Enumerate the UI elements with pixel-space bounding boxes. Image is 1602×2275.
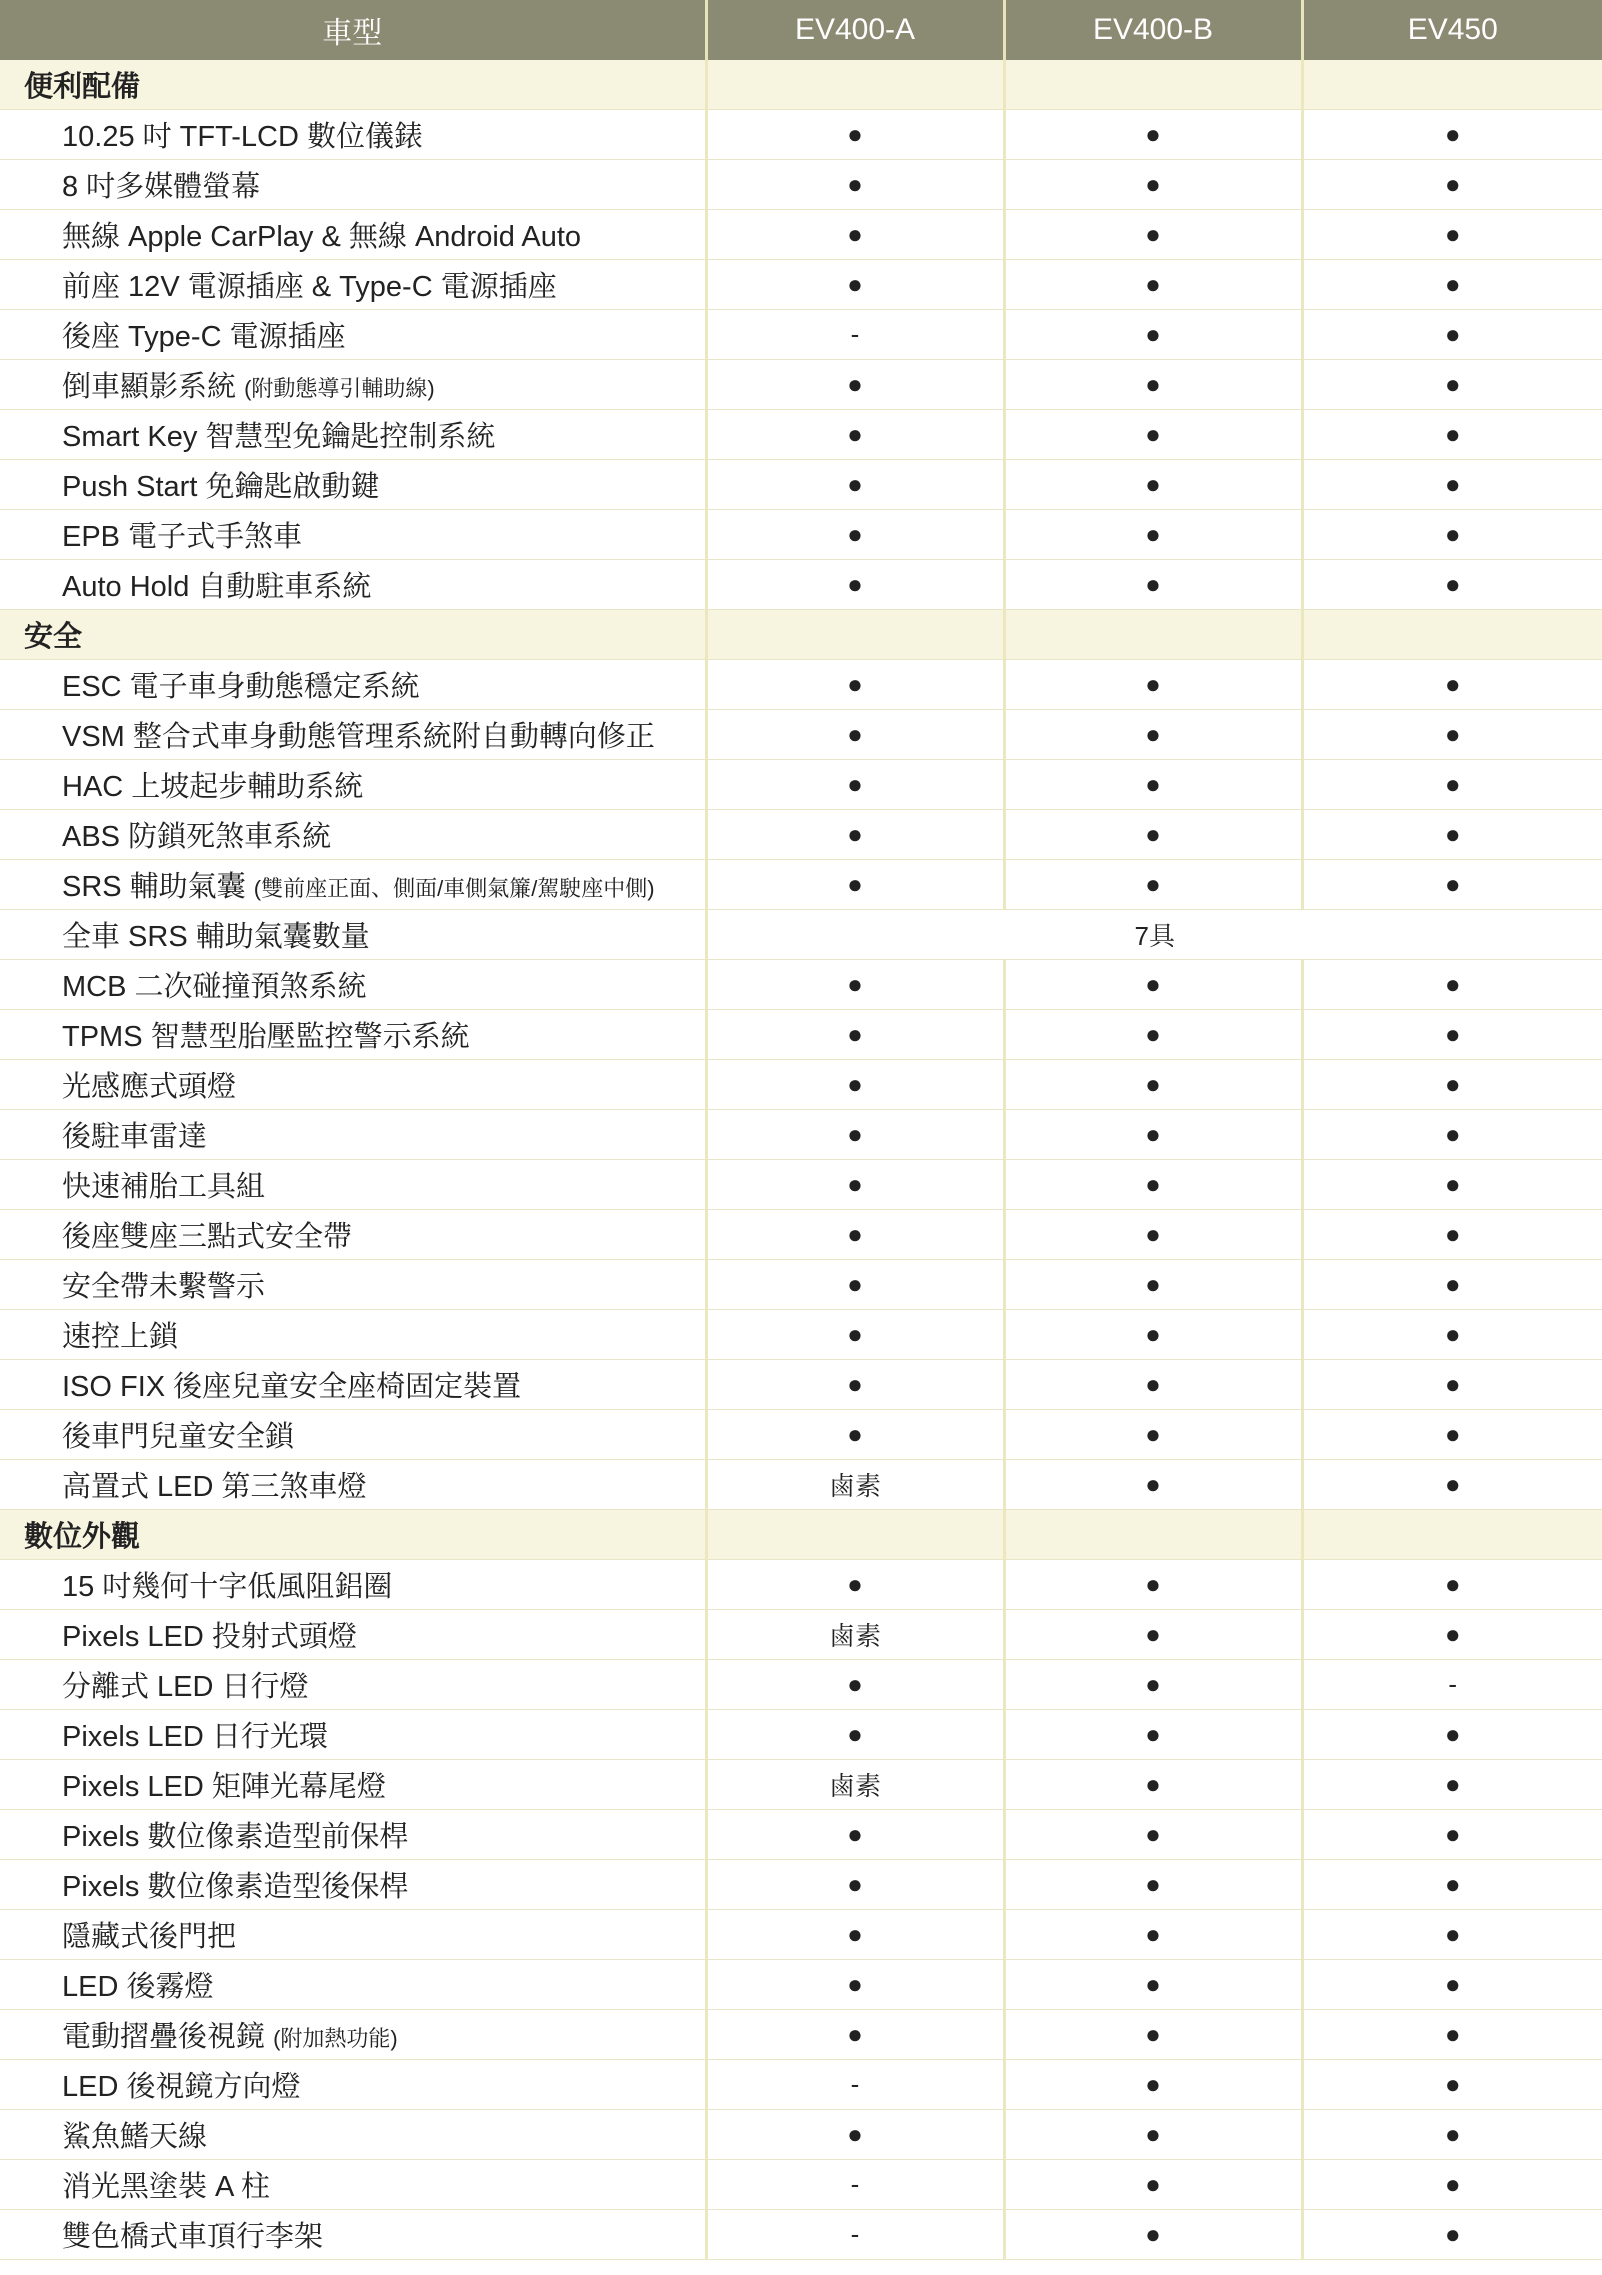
value-cell: ● [1302, 2160, 1602, 2210]
table-row [0, 1610, 1602, 1660]
feature-cell [0, 2110, 706, 2160]
value-cell: ● [1004, 510, 1302, 560]
value-cell: ● [1004, 2160, 1302, 2210]
table-row [0, 510, 1602, 560]
table-row [0, 1010, 1602, 1060]
value-cell: ● [1004, 410, 1302, 460]
feature-label: 後座雙座三點式安全帶 [62, 1221, 353, 1253]
feature-cell [0, 1760, 706, 1810]
model-header-ev450: EV450 [1302, 0, 1602, 60]
value-cell: - [706, 2060, 1004, 2110]
section-title: 便利配備 [0, 60, 706, 110]
feature-label: MCB 二次碰撞預煞系統 [62, 971, 367, 1003]
value-cell: ● [1004, 1810, 1302, 1860]
value-cell: ● [1004, 1260, 1302, 1310]
table-row [0, 1260, 1602, 1310]
value-cell: ● [706, 1410, 1004, 1460]
value-cell: ● [1302, 660, 1602, 710]
table-row [0, 360, 1602, 410]
feature-cell [0, 1160, 706, 1210]
feature-cell [0, 1460, 706, 1510]
table-row [0, 710, 1602, 760]
section-filler-cell [1302, 1510, 1602, 1560]
section-filler-cell [1004, 610, 1302, 660]
table-row [0, 1660, 1602, 1710]
value-cell: ● [706, 810, 1004, 860]
feature-label: ESC 電子車身動態穩定系統 [62, 671, 420, 703]
table-row [0, 260, 1602, 310]
table-row [0, 860, 1602, 910]
value-cell: ● [1302, 510, 1602, 560]
value-cell: ● [706, 460, 1004, 510]
value-cell: ● [706, 1360, 1004, 1410]
value-cell: ● [1004, 1860, 1302, 1910]
value-cell: ● [1302, 1310, 1602, 1360]
feature-cell [0, 1660, 706, 1710]
section-filler-cell [706, 1510, 1004, 1560]
feature-cell [0, 1260, 706, 1310]
value-cell: ● [1004, 1560, 1302, 1610]
value-cell: ● [1302, 1210, 1602, 1260]
value-cell: ● [706, 1010, 1004, 1060]
table-row [0, 2010, 1602, 2060]
value-cell: ● [706, 1110, 1004, 1160]
header-row [0, 0, 1602, 60]
feature-label: Auto Hold 自動駐車系統 [62, 571, 372, 603]
value-cell: ● [1004, 2060, 1302, 2110]
feature-note: (附加熱功能) [273, 2026, 398, 2051]
feature-cell [0, 1860, 706, 1910]
feature-label: 全車 SRS 輔助氣囊數量 [62, 921, 370, 953]
value-cell: ● [1004, 1960, 1302, 2010]
value-cell: ● [1302, 1010, 1602, 1060]
value-cell: ● [706, 1210, 1004, 1260]
value-cell: ● [1302, 2110, 1602, 2160]
feature-cell [0, 560, 706, 610]
section-filler-cell [706, 60, 1004, 110]
value-cell: 鹵素 [706, 1610, 1004, 1660]
feature-label: TPMS 智慧型胎壓監控警示系統 [62, 1021, 470, 1053]
feature-cell [0, 2010, 706, 2060]
value-cell: ● [706, 1160, 1004, 1210]
table-row [0, 1410, 1602, 1460]
table-row [0, 910, 1602, 960]
value-cell: ● [706, 1560, 1004, 1610]
feature-cell [0, 660, 706, 710]
feature-cell [0, 1360, 706, 1410]
value-cell: ● [1302, 1710, 1602, 1760]
value-cell: ● [1302, 1860, 1602, 1910]
value-cell: ● [1302, 860, 1602, 910]
value-cell: ● [706, 710, 1004, 760]
table-row [0, 1060, 1602, 1110]
value-cell: ● [1004, 660, 1302, 710]
value-cell: ● [706, 660, 1004, 710]
value-cell: ● [1302, 360, 1602, 410]
feature-label: Pixels LED 矩陣光幕尾燈 [62, 1771, 386, 1803]
table-row [0, 1160, 1602, 1210]
table-row [0, 410, 1602, 460]
value-cell: ● [1302, 1760, 1602, 1810]
value-cell: 鹵素 [706, 1460, 1004, 1510]
section-filler-cell [1302, 610, 1602, 660]
value-cell: ● [706, 2010, 1004, 2060]
feature-label: HAC 上坡起步輔助系統 [62, 771, 364, 803]
table-row [0, 1860, 1602, 1910]
value-cell: ● [1302, 1610, 1602, 1660]
section-filler-cell [706, 610, 1004, 660]
value-cell: ● [1302, 1110, 1602, 1160]
feature-cell [0, 160, 706, 210]
value-cell: ● [706, 1910, 1004, 1960]
feature-label: 8 吋多媒體螢幕 [62, 171, 261, 203]
feature-label: EPB 電子式手煞車 [62, 521, 303, 553]
table-row [0, 1110, 1602, 1160]
value-cell: ● [1004, 810, 1302, 860]
model-header-ev400b: EV400-B [1004, 0, 1302, 60]
feature-note: (附動態導引輔助線) [244, 376, 435, 401]
value-cell: ● [1302, 2210, 1602, 2260]
value-cell: ● [706, 960, 1004, 1010]
value-cell: ● [1004, 1010, 1302, 1060]
table-row [0, 2160, 1602, 2210]
table-row [0, 560, 1602, 610]
value-cell: ● [706, 110, 1004, 160]
feature-cell [0, 760, 706, 810]
feature-cell [0, 210, 706, 260]
value-cell: ● [1302, 1560, 1602, 1610]
value-cell: ● [1004, 560, 1302, 610]
value-cell: ● [706, 2110, 1004, 2160]
feature-label: 速控上鎖 [62, 1321, 179, 1353]
section-filler-cell [1302, 60, 1602, 110]
value-cell: - [706, 2210, 1004, 2260]
table-row [0, 1310, 1602, 1360]
table-row [0, 810, 1602, 860]
section-title: 數位外觀 [0, 1510, 706, 1560]
feature-cell [0, 510, 706, 560]
table-row [0, 2210, 1602, 2260]
feature-label: 分離式 LED 日行燈 [62, 1671, 309, 1703]
value-cell: ● [706, 260, 1004, 310]
value-cell: ● [1302, 760, 1602, 810]
value-cell: ● [706, 1310, 1004, 1360]
feature-label: 15 吋幾何十字低風阻鋁圈 [62, 1571, 393, 1603]
value-cell: ● [1004, 160, 1302, 210]
feature-label: Pixels 數位像素造型前保桿 [62, 1821, 409, 1853]
value-cell: ● [706, 1060, 1004, 1110]
value-cell: ● [1004, 360, 1302, 410]
value-cell: ● [706, 160, 1004, 210]
value-cell: ● [1004, 1310, 1302, 1360]
table-row [0, 1460, 1602, 1510]
feature-cell [0, 2160, 706, 2210]
value-cell: ● [1004, 1660, 1302, 1710]
table-row [0, 2110, 1602, 2160]
value-cell: ● [1302, 1410, 1602, 1460]
value-cell: ● [1004, 110, 1302, 160]
value-cell: ● [1302, 460, 1602, 510]
spec-body [0, 60, 1602, 2260]
value-cell: ● [1004, 1060, 1302, 1110]
table-row [0, 1560, 1602, 1610]
feature-label: 快速補胎工具組 [62, 1171, 266, 1203]
feature-cell [0, 360, 706, 410]
section-filler-cell [1004, 1510, 1302, 1560]
value-cell: ● [1004, 1210, 1302, 1260]
value-cell: ● [1004, 1410, 1302, 1460]
value-cell: ● [1004, 960, 1302, 1010]
value-cell: ● [1302, 410, 1602, 460]
feature-label: 安全帶未繫警示 [62, 1271, 266, 1303]
feature-cell [0, 460, 706, 510]
value-cell: ● [706, 360, 1004, 410]
value-cell: ● [1302, 1060, 1602, 1110]
value-cell: ● [1302, 1460, 1602, 1510]
feature-cell [0, 1910, 706, 1960]
feature-label: LED 後視鏡方向燈 [62, 2071, 301, 2103]
section-row [0, 60, 1602, 110]
feature-label: ABS 防鎖死煞車系統 [62, 821, 332, 853]
value-cell: ● [1004, 2010, 1302, 2060]
feature-cell [0, 410, 706, 460]
value-cell: ● [1302, 810, 1602, 860]
value-cell: ● [706, 1710, 1004, 1760]
feature-cell [0, 910, 706, 960]
feature-cell [0, 310, 706, 360]
value-cell: ● [1004, 1760, 1302, 1810]
value-cell: ● [1302, 260, 1602, 310]
section-row [0, 610, 1602, 660]
feature-label: Smart Key 智慧型免鑰匙控制系統 [62, 421, 496, 453]
value-cell: - [706, 2160, 1004, 2210]
feature-cell [0, 110, 706, 160]
value-cell: ● [1302, 1260, 1602, 1310]
feature-cell [0, 960, 706, 1010]
value-cell: ● [706, 1810, 1004, 1860]
feature-cell [0, 1610, 706, 1660]
feature-label: 高置式 LED 第三煞車燈 [62, 1471, 367, 1503]
feature-cell [0, 810, 706, 860]
table-row [0, 1710, 1602, 1760]
value-cell: ● [1004, 2210, 1302, 2260]
feature-label: 後駐車雷達 [62, 1121, 208, 1153]
feature-label: 消光黑塗裝 A 柱 [62, 2171, 270, 2203]
feature-label: 前座 12V 電源插座 & Type-C 電源插座 [62, 271, 557, 303]
model-header-ev400a: EV400-A [706, 0, 1004, 60]
value-cell: ● [706, 1960, 1004, 2010]
value-cell: - [706, 310, 1004, 360]
feature-label: 無線 Apple CarPlay & 無線 Android Auto [62, 221, 582, 253]
table-row [0, 760, 1602, 810]
table-row [0, 310, 1602, 360]
table-row [0, 110, 1602, 160]
table-row [0, 2060, 1602, 2110]
feature-cell [0, 1410, 706, 1460]
value-cell: ● [1302, 710, 1602, 760]
feature-label: Pixels 數位像素造型後保桿 [62, 1871, 409, 1903]
value-cell: ● [1004, 2110, 1302, 2160]
feature-cell [0, 1060, 706, 1110]
value-cell: ● [1004, 1910, 1302, 1960]
value-cell: ● [706, 410, 1004, 460]
feature-cell [0, 1810, 706, 1860]
table-row [0, 160, 1602, 210]
value-cell: ● [1302, 160, 1602, 210]
table-row [0, 1810, 1602, 1860]
feature-label: 10.25 吋 TFT-LCD 數位儀錶 [62, 121, 423, 153]
feature-cell [0, 2060, 706, 2110]
feature-cell [0, 1710, 706, 1760]
value-cell: ● [1302, 2010, 1602, 2060]
value-cell: ● [1302, 110, 1602, 160]
value-cell: ● [1004, 710, 1302, 760]
value-cell: ● [1302, 310, 1602, 360]
value-cell: ● [1004, 1160, 1302, 1210]
feature-cell [0, 1310, 706, 1360]
table-row [0, 1210, 1602, 1260]
feature-cell [0, 260, 706, 310]
feature-cell [0, 1560, 706, 1610]
value-cell: ● [1302, 1160, 1602, 1210]
section-filler-cell [1004, 60, 1302, 110]
value-cell: ● [1004, 1710, 1302, 1760]
value-cell: ● [1004, 1610, 1302, 1660]
table-row [0, 1360, 1602, 1410]
feature-label: VSM 整合式車身動態管理系統附自動轉向修正 [62, 721, 655, 753]
feature-label: 倒車顯影系統 [62, 371, 237, 403]
table-row [0, 1760, 1602, 1810]
value-cell: ● [1004, 310, 1302, 360]
value-cell: ● [1004, 260, 1302, 310]
value-cell: ● [706, 1860, 1004, 1910]
section-title: 安全 [0, 610, 706, 660]
feature-label: Pixels LED 投射式頭燈 [62, 1621, 357, 1653]
table-row [0, 1910, 1602, 1960]
merged-value-cell: 7具 [706, 910, 1602, 960]
feature-cell [0, 1210, 706, 1260]
value-cell: - [1302, 1660, 1602, 1710]
value-cell: ● [1004, 1110, 1302, 1160]
value-cell: ● [1302, 1810, 1602, 1860]
table-row [0, 1960, 1602, 2010]
table-row [0, 660, 1602, 710]
feature-label: ISO FIX 後座兒童安全座椅固定裝置 [62, 1371, 522, 1403]
value-cell: ● [706, 860, 1004, 910]
value-cell: ● [1004, 860, 1302, 910]
value-cell: ● [706, 210, 1004, 260]
model-header-label: 車型 [0, 0, 706, 60]
value-cell: ● [1004, 760, 1302, 810]
feature-cell [0, 860, 706, 910]
feature-label: Push Start 免鑰匙啟動鍵 [62, 471, 380, 503]
feature-label: 光感應式頭燈 [62, 1071, 237, 1103]
feature-label: LED 後霧燈 [62, 1971, 214, 2003]
feature-cell [0, 1960, 706, 2010]
feature-cell [0, 1110, 706, 1160]
value-cell: ● [1302, 560, 1602, 610]
table-row [0, 460, 1602, 510]
value-cell: ● [1004, 210, 1302, 260]
value-cell: ● [1302, 2060, 1602, 2110]
feature-label: Pixels LED 日行光環 [62, 1721, 328, 1753]
feature-label: 後座 Type-C 電源插座 [62, 321, 346, 353]
feature-cell [0, 710, 706, 760]
feature-note: (雙前座正面、側面/車側氣簾/駕駛座中側) [253, 876, 655, 901]
feature-cell [0, 2210, 706, 2260]
table-row [0, 210, 1602, 260]
value-cell: 鹵素 [706, 1760, 1004, 1810]
value-cell: ● [1004, 1360, 1302, 1410]
value-cell: ● [1302, 1960, 1602, 2010]
feature-label: 電動摺疊後視鏡 [62, 2021, 266, 2053]
value-cell: ● [706, 1260, 1004, 1310]
value-cell: ● [1004, 460, 1302, 510]
value-cell: ● [706, 760, 1004, 810]
feature-label: 雙色橋式車頂行李架 [62, 2221, 324, 2253]
feature-label: SRS 輔助氣囊 [62, 871, 246, 903]
value-cell: ● [1302, 960, 1602, 1010]
table-row [0, 960, 1602, 1010]
feature-cell [0, 1010, 706, 1060]
feature-label: 隱藏式後門把 [62, 1921, 237, 1953]
value-cell: ● [706, 1660, 1004, 1710]
value-cell: ● [1004, 1460, 1302, 1510]
value-cell: ● [706, 560, 1004, 610]
value-cell: ● [1302, 1910, 1602, 1960]
value-cell: ● [1302, 1360, 1602, 1410]
value-cell: ● [706, 510, 1004, 560]
feature-label: 後車門兒童安全鎖 [62, 1421, 295, 1453]
value-cell: ● [1302, 210, 1602, 260]
feature-label: 鯊魚鰭天線 [62, 2121, 208, 2153]
section-row [0, 1510, 1602, 1560]
